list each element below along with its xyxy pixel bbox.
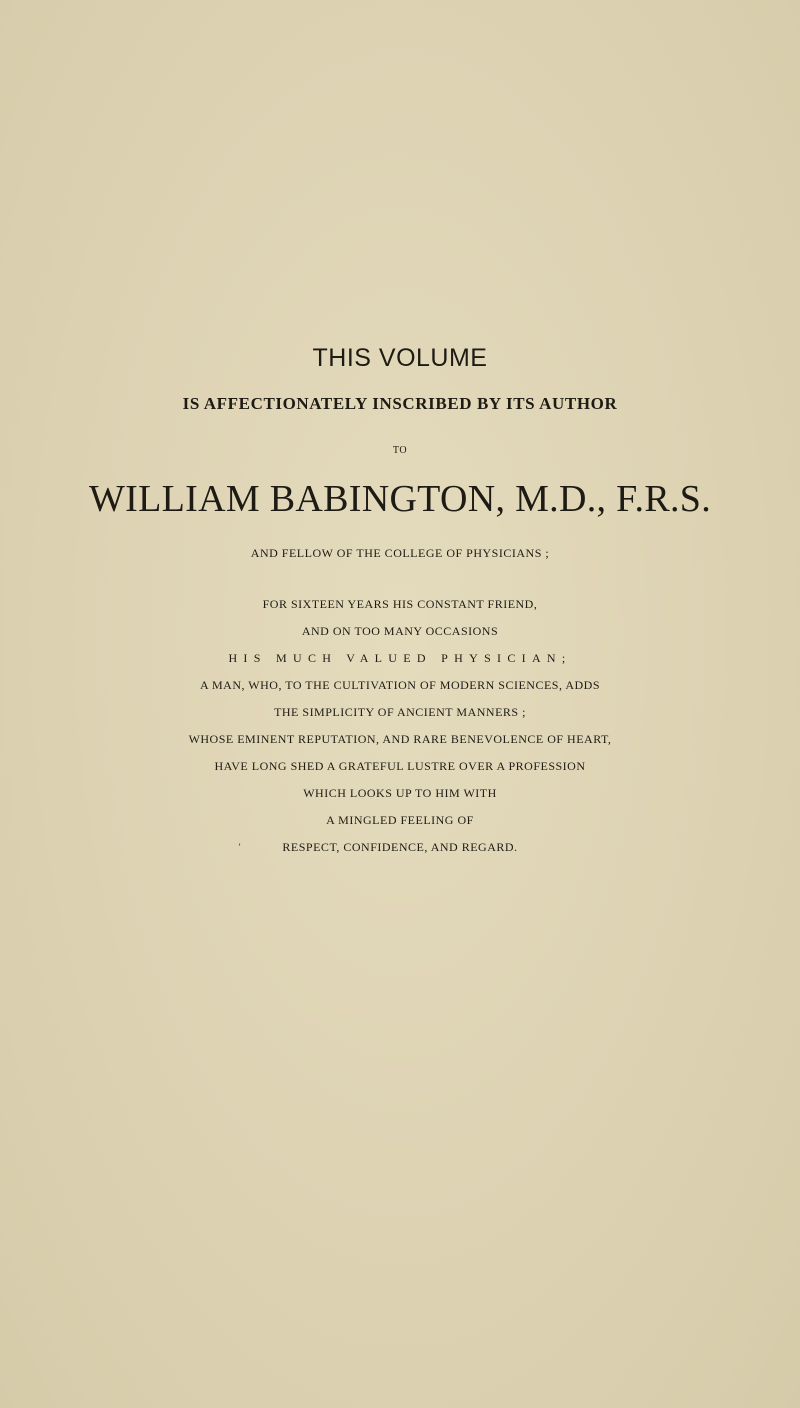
dedication-line-5: A MAN, WHO, TO THE CULTIVATION OF MODERN SCIENCES, ADDS <box>200 678 600 692</box>
dedication-line-8: HAVE LONG SHED A GRATEFUL LUSTRE OVER A PROFESSION <box>214 759 586 773</box>
ink-speck: ’ <box>238 842 241 852</box>
dedication-line-3: AND ON TOO MANY OCCASIONS <box>301 624 499 638</box>
dedication-line-7: WHOSE EMINENT REPUTATION, AND RARE BENEVOLENCE OF HEART, <box>188 732 612 746</box>
dedication-line-1: AND FELLOW OF THE COLLEGE OF PHYSICIANS ; <box>250 546 550 560</box>
dedication-line-2: FOR SIXTEEN YEARS HIS CONSTANT FRIEND, <box>262 597 538 611</box>
dedication-line-11: RESPECT, CONFIDENCE, AND REGARD. <box>282 840 518 854</box>
inscription-line: IS AFFECTIONATELY INSCRIBED BY ITS AUTHOR <box>182 394 618 413</box>
dedicatee-name: WILLIAM BABINGTON, M.D., F.R.S. <box>88 478 711 520</box>
to-line: TO <box>392 445 408 456</box>
dedication-line-9: WHICH LOOKS UP TO HIM WITH <box>303 786 497 800</box>
dedication-line-10: A MINGLED FEELING OF <box>326 813 474 827</box>
dedication-line-4: HIS MUCH VALUED PHYSICIAN; <box>228 651 572 665</box>
page-title: THIS VOLUME <box>312 344 488 372</box>
dedication-line-6: THE SIMPLICITY OF ANCIENT MANNERS ; <box>274 705 526 719</box>
